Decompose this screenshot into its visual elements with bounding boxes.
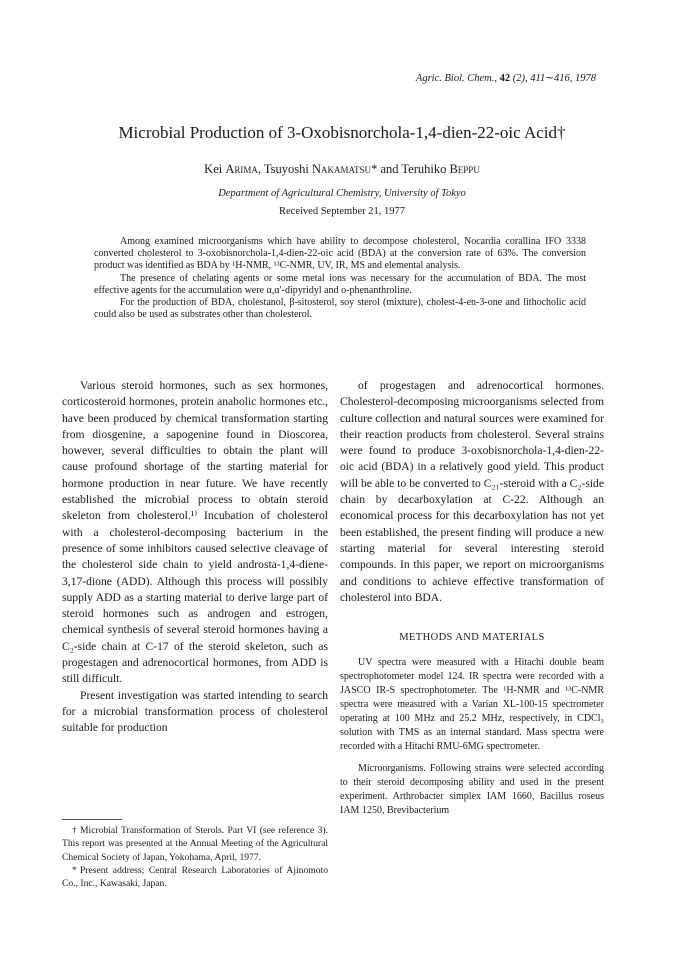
- author-1-last: Arima: [225, 162, 258, 176]
- author-line: [0, 162, 684, 177]
- footnote: [62, 864, 328, 891]
- body-column-left: [62, 378, 328, 737]
- methods-paragraph: Microorganisms. Following strains were selected according to their steroid decomposing ability and used in the present experiment. Arthrobacter simplex IAM 1660, Bacillus roseus IAM 1250, Brevibacterium: [340, 763, 604, 817]
- journal-issue-pages: (2), 411∼416, 1978: [512, 73, 596, 84]
- affiliation: Department of Agricultural Chemistry, University of Tokyo: [218, 188, 466, 199]
- footnote: [62, 824, 328, 864]
- abstract-paragraph: For the production of BDA, cholestanol, β-sitosterol, soy sterol (mixture), cholest-4-en-3-one and lithocholic acid could also be used as substrates other than cholesterol.: [94, 297, 586, 321]
- footnotes: [62, 824, 328, 890]
- methods-paragraph: UV spectra were measured with a Hitachi double beam spectrophotometer model 124. IR spectra were recorded with a JASCO IR-S spectrophotometer. The ¹H-NMR and ¹³C-NMR spectra were measured with a Varian XL-100-15 spectrometer operating at 100 MHz and 25.2 MHz, respectively, in CDCl₃ solution with TMS as an internal standard. Mass spectra were recorded with a Hitachi RMU-6MG spectrometer.: [340, 657, 604, 753]
- received-date: Received September 21, 1977: [279, 206, 405, 217]
- footnote-rule: [62, 819, 122, 820]
- section-heading: METHODS AND MATERIALS: [399, 632, 545, 644]
- abstract-paragraph: The presence of chelating agents or some metal ions was necessary for the accumulation of BDA. The most effective agents for the accumulation were α,α′-dipyridyl and o-phenanthroline.: [94, 272, 586, 296]
- body-paragraph: of progestagen and adrenocortical hormones. Cholesterol-decomposing microorganisms selected from culture collection and natural sources were examined for their reaction products from cholesterol. Several strains were found to produce 3-oxobisnorchola-1,4-dien-22-oic acid (BDA) in a relatively good yield. This product will be able to be converted to C₂₁-steroid with a C₂-side chain by decarboxylation at C-22. Although an economical process for this decarboxylation has not yet been established, the present finding will produce a new starting material for several interesting steroid compounds. In this paper, we report on microorganisms and conditions to achieve effective transformation of cholesterol into BDA.: [340, 379, 604, 604]
- abstract: [94, 236, 586, 321]
- author-3-first: * and Teruhiko: [371, 162, 450, 176]
- abstract-paragraph: Among examined microorganisms which have ability to decompose cholesterol, Nocardia corallina IFO 3338 converted cholesterol to 3-oxobisnorchola-1,4-dien-22-oic acid (BDA) at the conversion rate of 63%. The conversion product was identified as BDA by ¹H-NMR, ¹³C-NMR, UV, IR, MS and elemental analysis.: [94, 236, 586, 272]
- footnote-mark: †: [72, 825, 77, 836]
- paper-title: Microbial Production of 3-Oxobisnorchola-1,4-dien-22-oic Acid†: [118, 123, 566, 142]
- footnote-mark: *: [72, 864, 77, 876]
- author-2-last: Nakamatsu: [312, 162, 372, 176]
- journal-volume: 42: [499, 73, 511, 84]
- journal-citation: [416, 72, 596, 84]
- footnote-text: Present address; Central Research Laboratories of Ajinomoto Co., Inc., Kawasaki, Japan.: [62, 864, 328, 890]
- body-paragraph: Various steroid hormones, such as sex hormones, corticosteroid hormones, protein anabolic hormones etc., have been produced by chemical transformation starting from diosgenine, a sapogenine found in Dioscorea, however, several difficulties to obtain the plant will cause profound shortage of the starting material for hormone production in near future. We have recently established the microbial process to obtain steroid skeleton from cholesterol.¹⁾ Incubation of cholesterol with a cholesterol-decomposing bacterium in the presence of some inhibitors caused selective cleavage of the cholesterol side chain to yield androsta-1,4-diene-3,17-dione (ADD). Although this process will possibly supply ADD as a starting material to derive large part of steroid hormones such as androgen and estrogen, chemical synthesis of several steroid hormones having a C₂-side chain at C-17 of the steroid skeleton, such as progestagen and adrenocortical hormones, from ADD is still difficult.: [62, 379, 328, 686]
- author-1-first: Kei: [204, 162, 226, 176]
- methods-section: [340, 656, 604, 818]
- author-2-first: , Tsuyoshi: [257, 162, 313, 176]
- footnote-text: Microbial Transformation of Sterols. Part VI (see reference 3). This report was presented at the Annual Meeting of the Agricultural Chemical Society of Japan, Yokohama, April, 1977.: [62, 825, 328, 863]
- body-paragraph: Present investigation was started intending to search for a microbial transformation process of cholesterol suitable for production: [62, 688, 328, 735]
- journal-name: Agric. Biol. Chem.,: [415, 73, 497, 84]
- author-3-last: Beppu: [449, 162, 480, 176]
- body-column-right: [340, 378, 604, 818]
